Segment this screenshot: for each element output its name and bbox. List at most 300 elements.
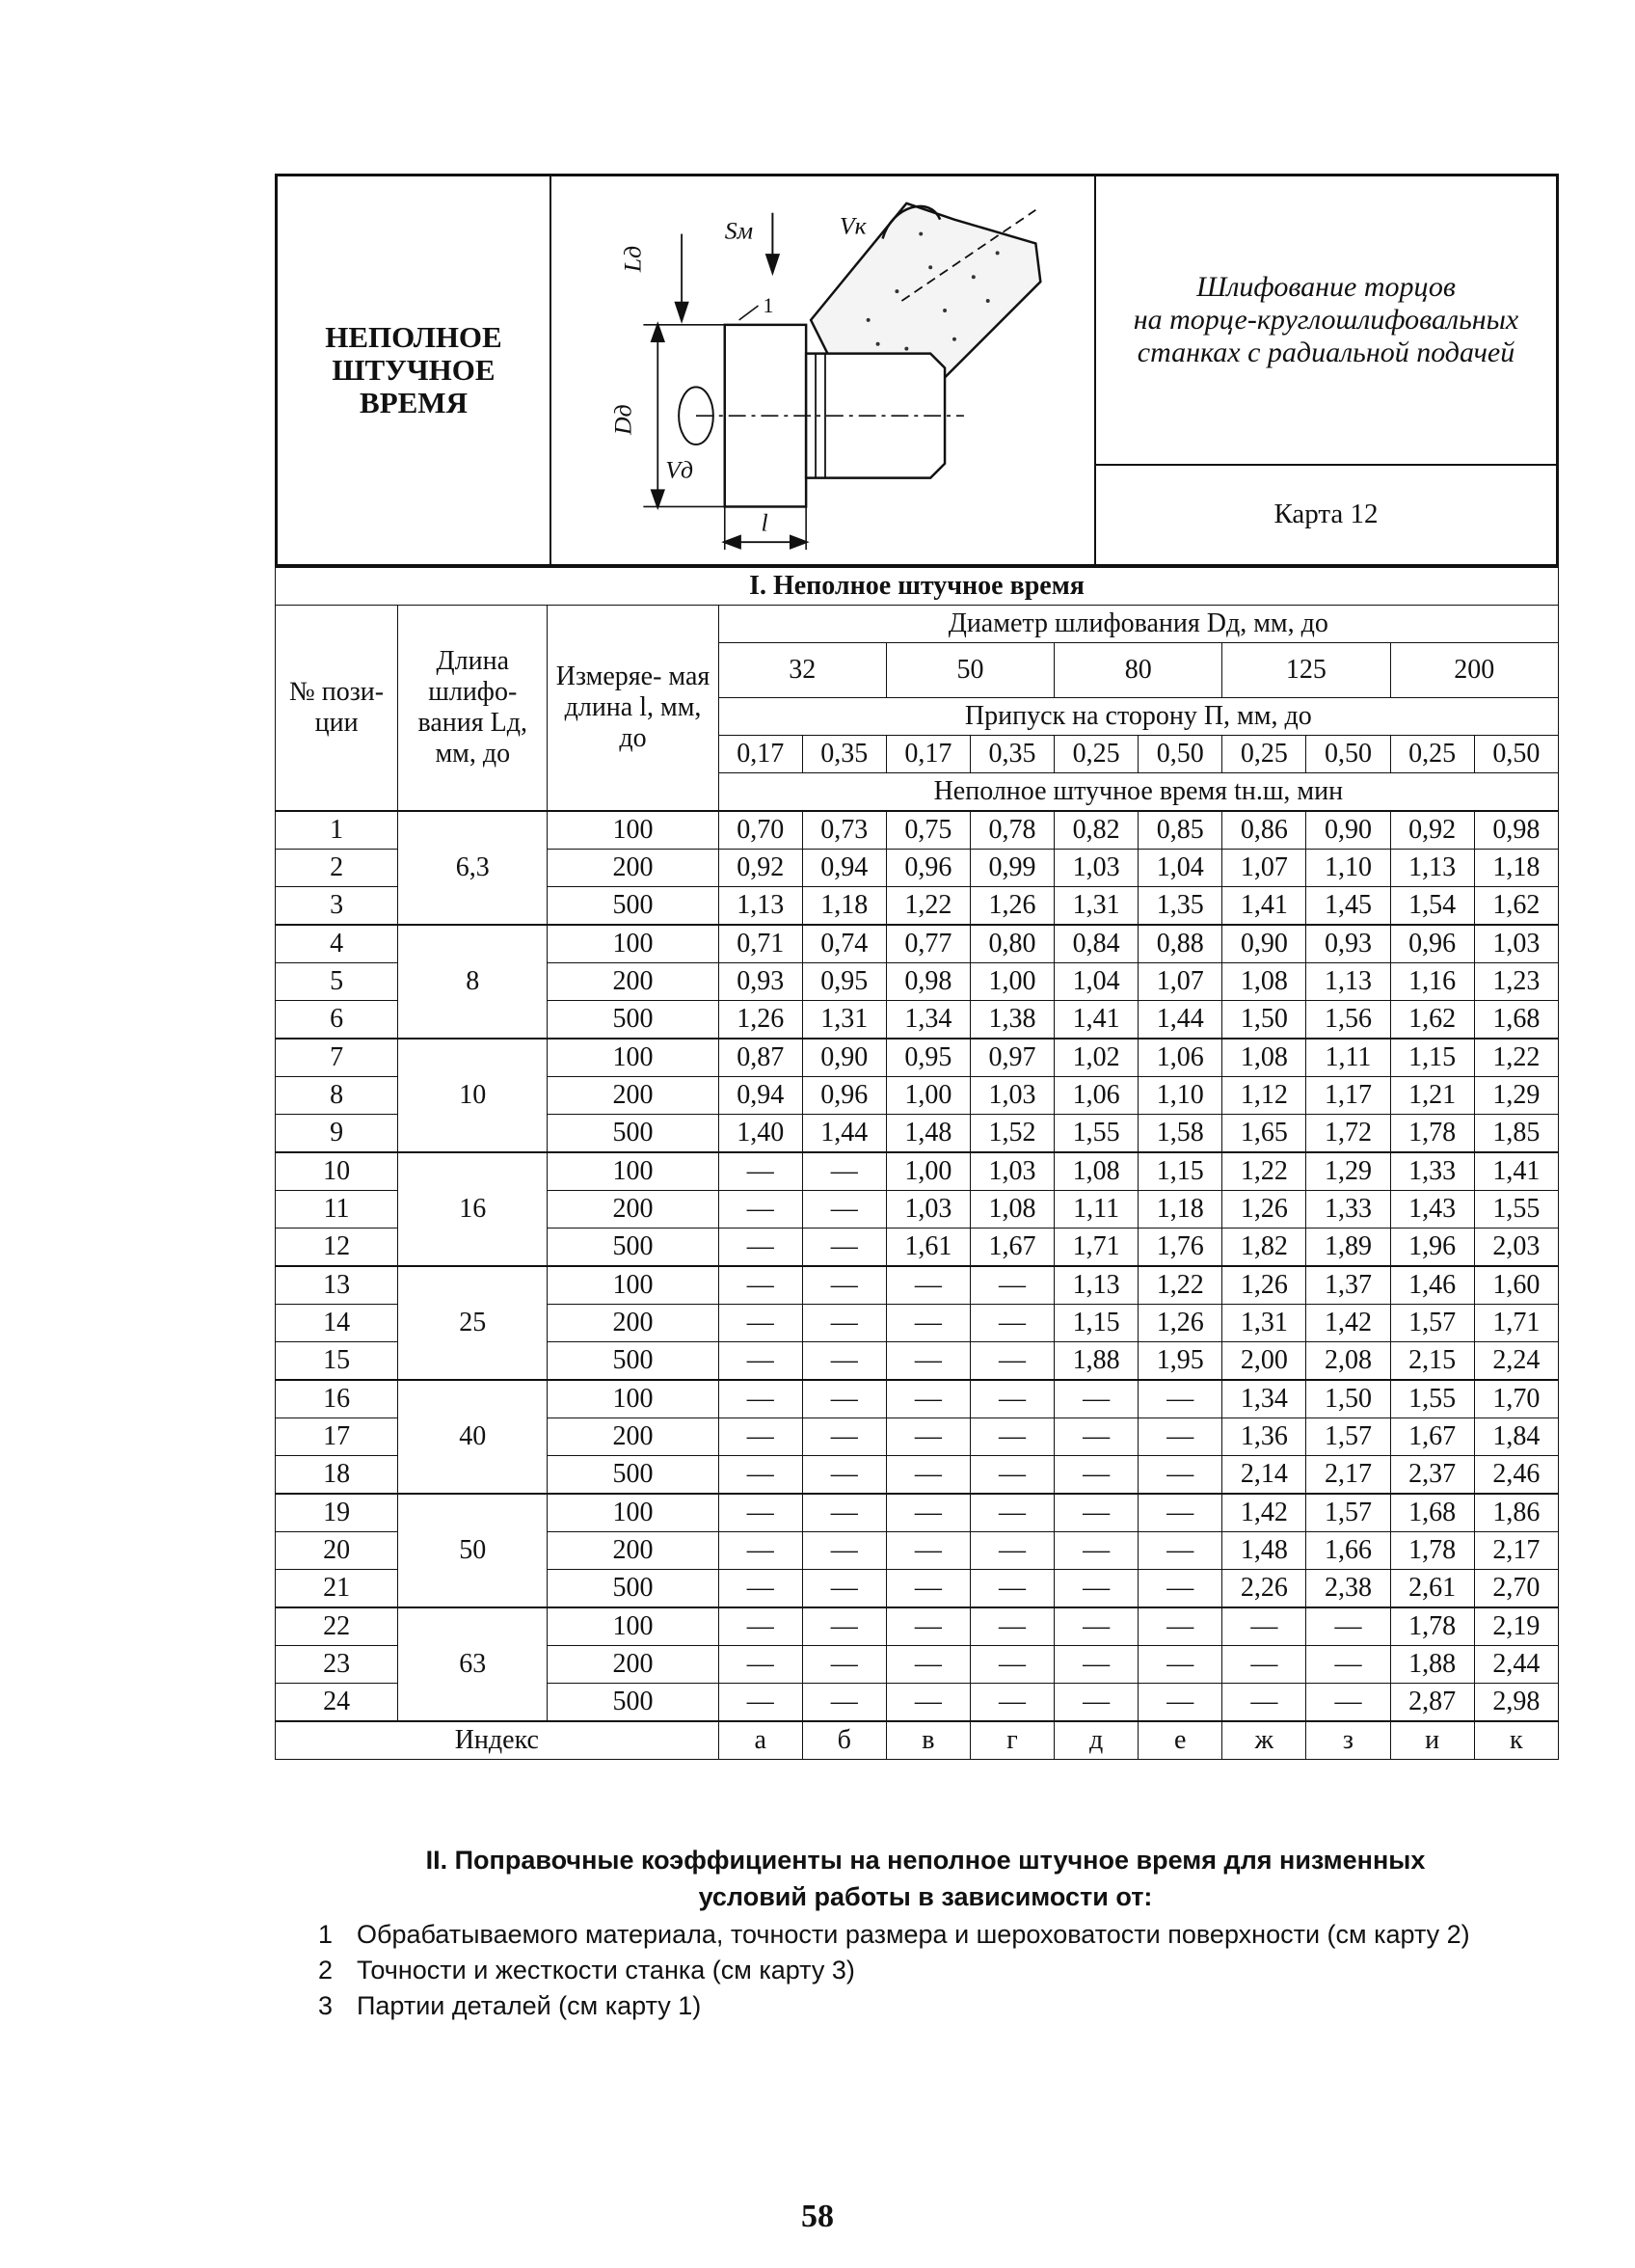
table-row: [276, 1152, 1559, 1191]
time-value-cell: 1,13: [718, 887, 802, 926]
time-value-cell: 1,29: [1306, 1152, 1390, 1191]
time-value-cell: 1,96: [1390, 1228, 1474, 1267]
time-value-cell: 0,87: [718, 1039, 802, 1077]
allowance-header-cell: 0,17: [718, 736, 802, 773]
time-value-cell: —: [1139, 1570, 1222, 1608]
time-value-cell: —: [718, 1494, 802, 1532]
measured-length-cell: 500: [548, 1228, 718, 1267]
time-value-cell: —: [1306, 1607, 1390, 1646]
time-value-cell: 1,41: [1055, 1001, 1139, 1040]
time-value-cell: —: [1055, 1684, 1139, 1722]
time-value-cell: 1,50: [1222, 1001, 1306, 1040]
time-value-cell: 1,86: [1474, 1494, 1558, 1532]
time-value-cell: —: [970, 1418, 1054, 1456]
time-value-cell: —: [970, 1342, 1054, 1381]
time-value-cell: —: [970, 1380, 1054, 1418]
column-header-allowance: Припуск на сторону П, мм, до: [718, 698, 1558, 736]
measured-length-cell: 200: [548, 963, 718, 1001]
measured-length-cell: 100: [548, 925, 718, 963]
time-value-cell: 2,00: [1222, 1342, 1306, 1381]
measured-length-cell: 100: [548, 1607, 718, 1646]
time-value-cell: —: [1139, 1646, 1222, 1684]
time-value-cell: —: [718, 1305, 802, 1342]
time-value-cell: —: [1055, 1418, 1139, 1456]
measured-length-cell: 200: [548, 1305, 718, 1342]
time-value-cell: 1,61: [886, 1228, 970, 1267]
time-value-cell: 1,57: [1306, 1494, 1390, 1532]
time-value-cell: 2,08: [1306, 1342, 1390, 1381]
time-value-cell: 1,42: [1222, 1494, 1306, 1532]
time-value-cell: —: [802, 1305, 886, 1342]
time-value-cell: 0,90: [1222, 925, 1306, 963]
time-value-cell: 1,15: [1055, 1305, 1139, 1342]
time-value-cell: 1,84: [1474, 1418, 1558, 1456]
diameter-header-cell: 125: [1222, 643, 1390, 698]
time-value-cell: 1,36: [1222, 1418, 1306, 1456]
time-value-cell: 0,78: [970, 811, 1054, 850]
time-value-cell: —: [718, 1456, 802, 1495]
note-number: 3: [318, 1991, 334, 2020]
time-value-cell: 1,22: [1139, 1266, 1222, 1305]
allowance-header-cell: 0,35: [802, 736, 886, 773]
position-cell: 14: [276, 1305, 398, 1342]
time-value-cell: —: [970, 1570, 1054, 1608]
diameter-header-cell: 50: [886, 643, 1054, 698]
time-value-cell: 1,29: [1474, 1077, 1558, 1115]
length-cell: 40: [398, 1380, 548, 1494]
time-value-cell: —: [802, 1494, 886, 1532]
time-value-cell: 1,06: [1139, 1039, 1222, 1077]
measured-length-cell: 500: [548, 1570, 718, 1608]
time-value-cell: —: [1055, 1532, 1139, 1570]
grinding-diagram: [551, 176, 1096, 564]
time-value-cell: 1,08: [1055, 1152, 1139, 1191]
time-value-cell: 2,19: [1474, 1607, 1558, 1646]
time-value-cell: 0,97: [970, 1039, 1054, 1077]
time-value-cell: 1,62: [1474, 887, 1558, 926]
note-item: [318, 1988, 1533, 2024]
card-number: Карта 12: [1273, 498, 1379, 529]
header-title-line: ШТУЧНОЕ: [332, 353, 496, 387]
time-value-cell: —: [718, 1191, 802, 1228]
measured-length-cell: 200: [548, 1646, 718, 1684]
time-value-cell: 1,68: [1390, 1494, 1474, 1532]
position-cell: 24: [276, 1684, 398, 1722]
time-value-cell: 2,17: [1306, 1456, 1390, 1495]
table-row: [276, 1039, 1559, 1077]
time-value-cell: 0,92: [718, 850, 802, 887]
position-cell: 9: [276, 1115, 398, 1153]
time-value-cell: 1,42: [1306, 1305, 1390, 1342]
time-value-cell: —: [718, 1152, 802, 1191]
time-value-cell: 1,18: [802, 887, 886, 926]
card-header: [275, 174, 1559, 567]
time-value-cell: 0,96: [802, 1077, 886, 1115]
header-title-line: НЕПОЛНОЕ: [325, 320, 502, 354]
time-value-cell: 0,90: [802, 1039, 886, 1077]
allowance-header-cell: 0,50: [1306, 736, 1390, 773]
position-cell: 5: [276, 963, 398, 1001]
time-value-cell: 1,22: [886, 887, 970, 926]
position-cell: 13: [276, 1266, 398, 1305]
index-letter-cell: и: [1390, 1721, 1474, 1760]
position-cell: 22: [276, 1607, 398, 1646]
length-cell: 16: [398, 1152, 548, 1266]
measured-length-cell: 500: [548, 1342, 718, 1381]
time-value-cell: 2,46: [1474, 1456, 1558, 1495]
operation-title-line: на торце-круглошлифовальных: [1133, 304, 1519, 336]
time-value-cell: 1,40: [718, 1115, 802, 1153]
section-1-title: I. Неполное штучное время: [276, 568, 1559, 606]
time-value-cell: —: [886, 1342, 970, 1381]
diagram-label-vd: Vд: [665, 455, 694, 484]
position-cell: 7: [276, 1039, 398, 1077]
note-number: 1: [318, 1920, 334, 1949]
operation-title-line: станках с радиальной подачей: [1137, 337, 1515, 368]
time-value-cell: 1,11: [1306, 1039, 1390, 1077]
time-value-cell: —: [1055, 1494, 1139, 1532]
time-value-cell: 1,26: [970, 887, 1054, 926]
time-value-cell: 1,07: [1139, 963, 1222, 1001]
time-value-cell: 1,00: [970, 963, 1054, 1001]
time-value-cell: 0,88: [1139, 925, 1222, 963]
index-letter-cell: г: [970, 1721, 1054, 1760]
time-value-cell: —: [970, 1684, 1054, 1722]
time-value-cell: 0,93: [718, 963, 802, 1001]
time-value-cell: 1,43: [1390, 1191, 1474, 1228]
time-value-cell: —: [718, 1646, 802, 1684]
time-value-cell: 2,14: [1222, 1456, 1306, 1495]
time-value-cell: 1,44: [802, 1115, 886, 1153]
position-cell: 12: [276, 1228, 398, 1267]
time-value-cell: 1,41: [1474, 1152, 1558, 1191]
time-value-cell: —: [1222, 1684, 1306, 1722]
position-cell: 17: [276, 1418, 398, 1456]
time-value-cell: 0,96: [886, 850, 970, 887]
time-value-cell: —: [1139, 1607, 1222, 1646]
operation-title: [1134, 271, 1519, 369]
time-value-cell: 1,04: [1139, 850, 1222, 887]
operation-title-line: Шлифование торцов: [1196, 271, 1456, 303]
position-cell: 10: [276, 1152, 398, 1191]
time-value-cell: 1,62: [1390, 1001, 1474, 1040]
time-value-cell: 1,89: [1306, 1228, 1390, 1267]
time-value-cell: 0,98: [1474, 811, 1558, 850]
page-number: 58: [801, 2199, 834, 2234]
time-value-cell: 1,67: [970, 1228, 1054, 1267]
note-item: [318, 1953, 1533, 1988]
time-value-cell: 0,82: [1055, 811, 1139, 850]
position-cell: 11: [276, 1191, 398, 1228]
time-value-cell: 1,08: [1222, 1039, 1306, 1077]
time-value-cell: 1,00: [886, 1077, 970, 1115]
table-row: [276, 1494, 1559, 1532]
note-number: 2: [318, 1956, 334, 1984]
time-value-cell: —: [886, 1266, 970, 1305]
time-value-cell: 1,78: [1390, 1532, 1474, 1570]
time-value-cell: 1,26: [718, 1001, 802, 1040]
table-row: [276, 925, 1559, 963]
time-value-cell: 1,02: [1055, 1039, 1139, 1077]
time-value-cell: 1,78: [1390, 1607, 1474, 1646]
measured-length-cell: 100: [548, 811, 718, 850]
diagram-label-dd: Dд: [608, 404, 637, 435]
time-value-cell: —: [802, 1152, 886, 1191]
time-value-cell: 0,95: [802, 963, 886, 1001]
time-value-cell: —: [1139, 1684, 1222, 1722]
time-value-cell: 1,08: [1222, 963, 1306, 1001]
time-value-cell: 1,13: [1055, 1266, 1139, 1305]
time-value-cell: 1,26: [1222, 1266, 1306, 1305]
time-value-cell: —: [970, 1305, 1054, 1342]
time-value-cell: —: [1306, 1684, 1390, 1722]
time-value-cell: —: [1306, 1646, 1390, 1684]
index-letter-cell: д: [1055, 1721, 1139, 1760]
index-letter-cell: б: [802, 1721, 886, 1760]
length-cell: 10: [398, 1039, 548, 1152]
time-value-cell: —: [802, 1380, 886, 1418]
time-value-cell: 2,44: [1474, 1646, 1558, 1684]
time-value-cell: 2,38: [1306, 1570, 1390, 1608]
time-value-cell: 1,71: [1474, 1305, 1558, 1342]
time-value-cell: —: [1055, 1570, 1139, 1608]
time-value-cell: 1,21: [1390, 1077, 1474, 1115]
time-value-cell: 1,22: [1222, 1152, 1306, 1191]
time-value-cell: 2,98: [1474, 1684, 1558, 1722]
time-value-cell: 1,10: [1306, 850, 1390, 887]
length-cell: 6,3: [398, 811, 548, 925]
time-value-cell: —: [970, 1266, 1054, 1305]
measured-length-cell: 500: [548, 1001, 718, 1040]
measured-length-cell: 100: [548, 1494, 718, 1532]
allowance-header-cell: 0,25: [1390, 736, 1474, 773]
time-value-cell: 1,06: [1055, 1077, 1139, 1115]
time-value-cell: 0,84: [1055, 925, 1139, 963]
index-letter-cell: е: [1139, 1721, 1222, 1760]
time-value-cell: —: [718, 1532, 802, 1570]
time-value-cell: —: [718, 1380, 802, 1418]
time-value-cell: —: [1139, 1494, 1222, 1532]
time-value-cell: —: [802, 1684, 886, 1722]
index-label: Индекс: [276, 1721, 719, 1760]
time-value-cell: —: [718, 1418, 802, 1456]
time-value-cell: —: [886, 1418, 970, 1456]
table-row: [276, 811, 1559, 850]
time-value-cell: 1,12: [1222, 1077, 1306, 1115]
time-value-cell: 1,11: [1055, 1191, 1139, 1228]
time-value-cell: 1,38: [970, 1001, 1054, 1040]
time-value-cell: —: [718, 1342, 802, 1381]
diameter-header-cell: 80: [1055, 643, 1222, 698]
time-value-cell: —: [1139, 1418, 1222, 1456]
note-text: Точности и жесткости станка (см карту 3): [357, 1956, 855, 1984]
time-value-cell: —: [886, 1532, 970, 1570]
time-value-cell: 2,37: [1390, 1456, 1474, 1495]
time-value-cell: 2,03: [1474, 1228, 1558, 1267]
time-value-cell: 1,22: [1474, 1039, 1558, 1077]
time-value-cell: 0,74: [802, 925, 886, 963]
section-2-title: [318, 1842, 1533, 1915]
time-value-cell: 0,96: [1390, 925, 1474, 963]
length-cell: 25: [398, 1266, 548, 1380]
operation-title-cell: [1096, 176, 1556, 466]
time-value-cell: 1,71: [1055, 1228, 1139, 1267]
time-value-cell: 2,24: [1474, 1342, 1558, 1381]
section-2-title-line: условий работы в зависимости от:: [698, 1882, 1153, 1911]
time-value-cell: 1,35: [1139, 887, 1222, 926]
time-value-cell: 1,57: [1390, 1305, 1474, 1342]
header-left-cell: [278, 176, 551, 564]
time-value-cell: —: [802, 1456, 886, 1495]
time-value-cell: 1,72: [1306, 1115, 1390, 1153]
time-value-cell: 1,56: [1306, 1001, 1390, 1040]
measured-length-cell: 100: [548, 1380, 718, 1418]
note-text: Партии деталей (см карту 1): [357, 1991, 702, 2020]
grinding-diagram-svg: [551, 176, 1094, 564]
time-value-cell: 0,77: [886, 925, 970, 963]
diagram-label-s: Sм: [724, 216, 754, 245]
time-value-cell: 1,57: [1306, 1418, 1390, 1456]
time-value-cell: —: [970, 1532, 1054, 1570]
position-cell: 6: [276, 1001, 398, 1040]
time-value-cell: 1,78: [1390, 1115, 1474, 1153]
time-value-cell: 1,34: [1222, 1380, 1306, 1418]
measured-length-cell: 500: [548, 887, 718, 926]
time-value-cell: 0,73: [802, 811, 886, 850]
time-value-cell: 1,88: [1390, 1646, 1474, 1684]
time-value-cell: —: [1055, 1456, 1139, 1495]
measured-length-cell: 200: [548, 1191, 718, 1228]
time-value-cell: —: [886, 1646, 970, 1684]
time-value-cell: —: [886, 1684, 970, 1722]
time-value-cell: —: [886, 1380, 970, 1418]
time-value-cell: 1,26: [1222, 1191, 1306, 1228]
measured-length-cell: 200: [548, 1532, 718, 1570]
time-value-cell: —: [802, 1266, 886, 1305]
time-value-cell: 2,70: [1474, 1570, 1558, 1608]
time-value-cell: 1,07: [1222, 850, 1306, 887]
position-cell: 8: [276, 1077, 398, 1115]
time-table: [275, 567, 1559, 1760]
allowance-header-cell: 0,50: [1474, 736, 1558, 773]
length-cell: 63: [398, 1607, 548, 1721]
time-value-cell: 1,46: [1390, 1266, 1474, 1305]
time-value-cell: 0,85: [1139, 811, 1222, 850]
index-row: [276, 1721, 1559, 1760]
time-value-cell: 1,55: [1390, 1380, 1474, 1418]
time-value-cell: 1,15: [1390, 1039, 1474, 1077]
time-value-cell: —: [886, 1305, 970, 1342]
time-value-cell: 1,31: [1055, 887, 1139, 926]
index-letter-cell: ж: [1222, 1721, 1306, 1760]
time-value-cell: 1,10: [1139, 1077, 1222, 1115]
time-value-cell: —: [802, 1342, 886, 1381]
time-value-cell: —: [886, 1494, 970, 1532]
time-value-cell: 1,37: [1306, 1266, 1390, 1305]
position-cell: 1: [276, 811, 398, 850]
column-header-position: № пози- ции: [276, 606, 398, 812]
time-value-cell: —: [802, 1607, 886, 1646]
time-value-cell: 0,75: [886, 811, 970, 850]
time-value-cell: 1,31: [1222, 1305, 1306, 1342]
time-value-cell: 0,90: [1306, 811, 1390, 850]
measured-length-cell: 500: [548, 1684, 718, 1722]
time-value-cell: 1,52: [970, 1115, 1054, 1153]
length-cell: 50: [398, 1494, 548, 1607]
time-value-cell: 1,45: [1306, 887, 1390, 926]
time-value-cell: 1,54: [1390, 887, 1474, 926]
time-value-cell: —: [718, 1266, 802, 1305]
time-value-cell: 1,13: [1390, 850, 1474, 887]
time-value-cell: 0,95: [886, 1039, 970, 1077]
time-value-cell: —: [718, 1570, 802, 1608]
card-number-cell: [1096, 464, 1556, 564]
allowance-header-cell: 0,25: [1055, 736, 1139, 773]
measured-length-cell: 100: [548, 1039, 718, 1077]
time-value-cell: 1,66: [1306, 1532, 1390, 1570]
time-value-cell: 1,23: [1474, 963, 1558, 1001]
diameter-header-cell: 32: [718, 643, 886, 698]
section-2-title-line: II. Поправочные коэффициенты на неполное штучное время для низменных: [425, 1846, 1426, 1875]
diagram-label-vk: Vк: [839, 211, 867, 240]
time-value-cell: 0,71: [718, 925, 802, 963]
time-value-cell: 1,18: [1474, 850, 1558, 887]
time-value-cell: 1,95: [1139, 1342, 1222, 1381]
time-value-cell: 1,76: [1139, 1228, 1222, 1267]
column-header-time: Неполное штучное время tн.ш, мин: [718, 773, 1558, 812]
time-value-cell: 2,17: [1474, 1532, 1558, 1570]
allowance-header-cell: 0,50: [1139, 736, 1222, 773]
time-value-cell: 1,17: [1306, 1077, 1390, 1115]
note-item: [318, 1917, 1533, 1953]
time-value-cell: —: [802, 1646, 886, 1684]
time-value-cell: 0,92: [1390, 811, 1474, 850]
index-letter-cell: а: [718, 1721, 802, 1760]
column-header-measured-length: Измеряе- мая длина l, мм, до: [548, 606, 718, 812]
time-value-cell: —: [802, 1570, 886, 1608]
index-letter-cell: к: [1474, 1721, 1558, 1760]
time-value-cell: 0,86: [1222, 811, 1306, 850]
time-value-cell: 1,82: [1222, 1228, 1306, 1267]
position-cell: 2: [276, 850, 398, 887]
time-value-cell: 1,50: [1306, 1380, 1390, 1418]
time-value-cell: 1,41: [1222, 887, 1306, 926]
time-value-cell: —: [802, 1532, 886, 1570]
allowance-header-cell: 0,17: [886, 736, 970, 773]
time-value-cell: —: [1139, 1380, 1222, 1418]
time-value-cell: 1,18: [1139, 1191, 1222, 1228]
time-value-cell: —: [970, 1456, 1054, 1495]
time-value-cell: 1,55: [1474, 1191, 1558, 1228]
position-cell: 21: [276, 1570, 398, 1608]
time-value-cell: 1,13: [1306, 963, 1390, 1001]
time-value-cell: —: [1055, 1607, 1139, 1646]
diagram-label-ld: Lд: [618, 245, 647, 273]
time-value-cell: —: [718, 1684, 802, 1722]
time-value-cell: —: [1222, 1607, 1306, 1646]
table-row: [276, 1266, 1559, 1305]
note-text: Обрабатываемого материала, точности размера и шероховатости поверхности (см карту 2): [357, 1920, 1470, 1949]
time-value-cell: —: [886, 1456, 970, 1495]
time-value-cell: 1,85: [1474, 1115, 1558, 1153]
time-value-cell: 1,26: [1139, 1305, 1222, 1342]
table-body: [276, 811, 1559, 1760]
length-cell: 8: [398, 925, 548, 1039]
time-value-cell: 1,68: [1474, 1001, 1558, 1040]
time-value-cell: —: [1222, 1646, 1306, 1684]
time-value-cell: 1,60: [1474, 1266, 1558, 1305]
time-value-cell: 0,94: [802, 850, 886, 887]
